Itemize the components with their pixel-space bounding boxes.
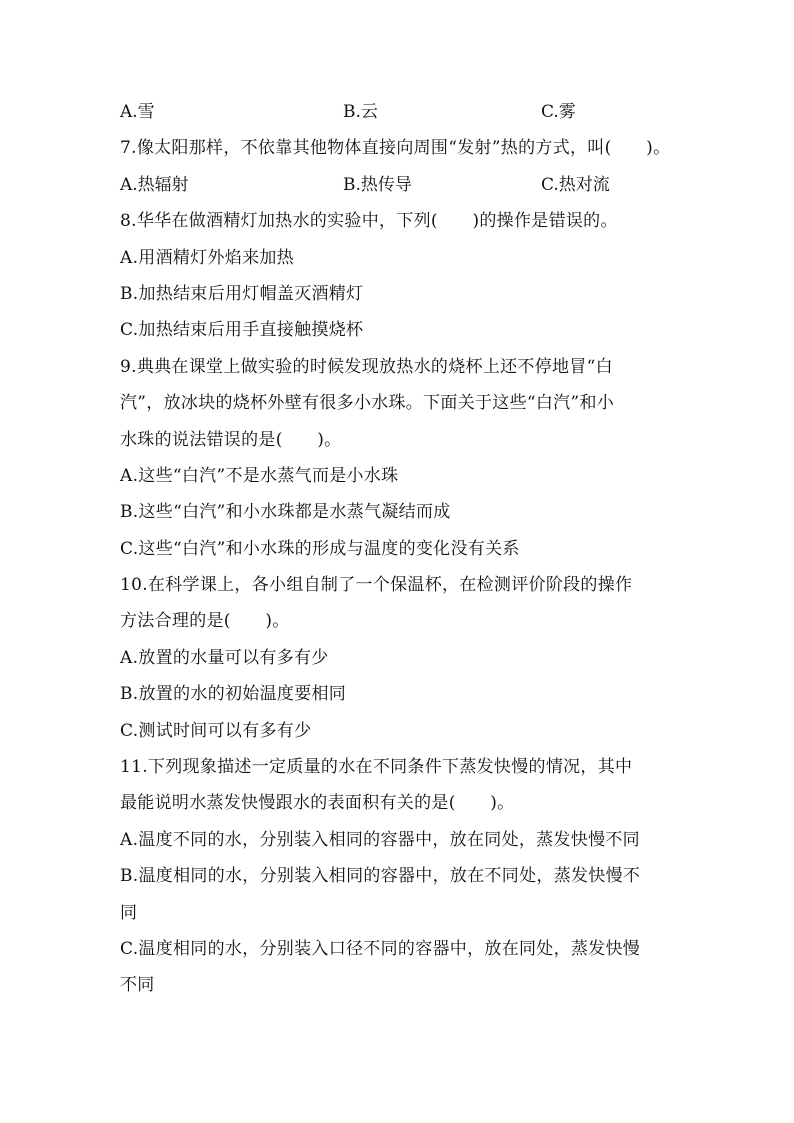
q7-options [120,167,680,203]
q11-option-c-line2: 不同 [120,975,155,996]
q8-option-b: B.加热结束后用灯帽盖灭酒精灯 [120,283,364,304]
q11-stem-line2: 最能说明水蒸发快慢跟水的表面积有关的是( )。 [120,793,515,814]
q11-option-b-line1: B.温度相同的水，分别装入相同的容器中，放在不同处，蒸发快慢不 [120,866,641,887]
q10-option-c: C.测试时间可以有多有少 [120,720,312,741]
q11-stem-line1: 11.下列现象描述一定质量的水在不同条件下蒸发快慢的情况，其中 [120,757,633,778]
q9-option-b: B.这些“白汽”和小水珠都是水蒸气凝结而成 [120,502,451,523]
q6-option-b: B.云 [343,102,378,122]
q10-option-b: B.放置的水的初始温度要相同 [120,684,347,705]
q9-stem-line2: 汽”，放冰块的烧杯外壁有很多小水珠。下面关于这些“白汽”和小 [120,393,615,414]
q7-stem: 7.像太阳那样，不依靠其他物体直接向周围“发射”热的方式，叫( )。 [120,138,671,159]
q8-option-c: C.加热结束后用手直接触摸烧杯 [120,320,364,341]
q11-option-b-line2: 同 [120,902,138,923]
q7-option-a: A.热辐射 [120,174,189,195]
question-list [120,94,680,1004]
q6-options [120,94,680,130]
q8-option-a: A.用酒精灯外焰来加热 [120,247,294,268]
q9-stem-line3: 水珠的说法错误的是( )。 [120,429,342,450]
q8-stem: 8.华华在做酒精灯加热水的实验中，下列( )的操作是错误的。 [120,211,618,232]
q9-stem-line1: 9.典典在课堂上做实验的时候发现放热水的烧杯上还不停地冒“白 [120,356,613,377]
q6-option-a: A.雪 [120,102,155,122]
q7-option-b: B.热传导 [343,174,412,195]
q10-stem-line1: 10.在科学课上，各小组自制了一个保温杯，在检测评价阶段的操作 [120,575,633,596]
q6-option-c: C.雾 [541,102,576,122]
q10-stem-line2: 方法合理的是( )。 [120,611,290,632]
q11-option-c-line1: C.温度相同的水，分别装入口径不同的容器中，放在同处，蒸发快慢 [120,938,641,959]
q9-option-c: C.这些“白汽”和小水珠的形成与温度的变化没有关系 [120,538,520,559]
q11-option-a: A.温度不同的水，分别装入相同的容器中，放在同处，蒸发快慢不同 [120,829,640,850]
q10-option-a: A.放置的水量可以有多有少 [120,647,329,668]
q9-option-a: A.这些“白汽”不是水蒸气而是小水珠 [120,465,399,486]
q7-option-c: C.热对流 [541,174,610,195]
